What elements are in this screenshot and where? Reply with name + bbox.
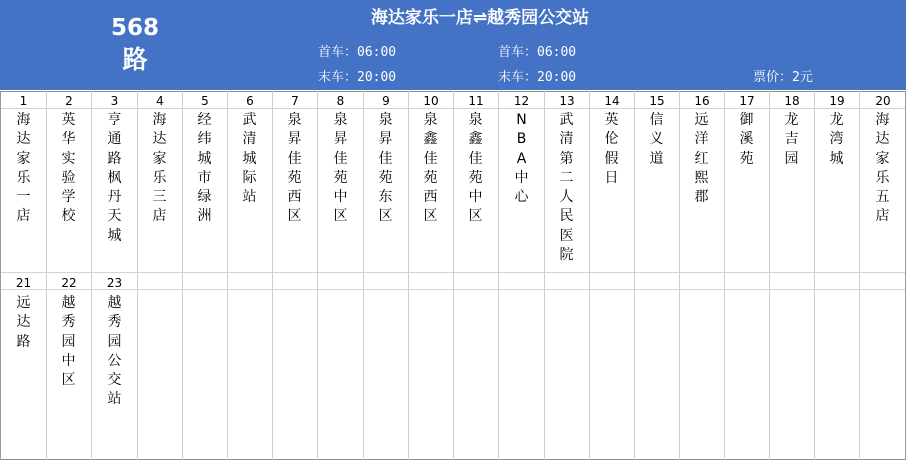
stop-name: 英伦假日 xyxy=(604,112,619,186)
stop-number: 15 xyxy=(649,94,665,108)
stop-number: 10 xyxy=(423,94,439,108)
first-bus-time-outbound: 首车：06:00 xyxy=(318,45,397,60)
column-divider xyxy=(859,91,860,460)
stop-name: 泉昇佳苑西区 xyxy=(287,112,302,225)
stop-number: 6 xyxy=(246,94,254,108)
stop-number: 13 xyxy=(559,94,575,108)
stop-name: 经纬城市绿洲 xyxy=(197,112,212,225)
stop-name: 信义道 xyxy=(649,112,664,167)
stop-name: 武清城际站 xyxy=(242,112,257,206)
stop-name: 御溪苑 xyxy=(739,112,754,167)
stop-name: 龙湾城 xyxy=(829,112,844,167)
stop-name: 远达路 xyxy=(16,295,31,350)
stop-name: 泉鑫佳苑中区 xyxy=(468,112,483,225)
stop-number: 11 xyxy=(468,94,484,108)
column-divider xyxy=(814,91,815,460)
stop-number: 12 xyxy=(513,94,530,108)
stop-name: 龙吉园 xyxy=(784,112,799,167)
stop-name: 越秀园公交站 xyxy=(107,295,122,408)
stop-number: 20 xyxy=(875,94,891,108)
column-divider xyxy=(182,91,183,460)
stop-number: 2 xyxy=(65,94,73,108)
column-divider xyxy=(589,91,590,460)
stop-number: 18 xyxy=(784,94,800,108)
stop-number: 3 xyxy=(110,94,119,108)
column-divider xyxy=(769,91,770,460)
stop-name: 泉鑫佳苑西区 xyxy=(423,112,438,225)
stop-number: 8 xyxy=(336,94,345,108)
column-divider xyxy=(453,91,454,460)
column-divider xyxy=(227,91,228,460)
first-bus-time-return: 首车：06:00 xyxy=(498,45,577,60)
stop-number: 23 xyxy=(106,276,123,290)
column-divider xyxy=(408,91,409,460)
stop-number: 7 xyxy=(291,94,299,108)
column-divider xyxy=(679,91,680,460)
stop-number: 22 xyxy=(61,276,77,290)
stop-number: 4 xyxy=(156,94,164,108)
route-header xyxy=(0,0,906,90)
stop-name: 远洋红熙郡 xyxy=(694,112,709,206)
column-divider xyxy=(634,91,635,460)
column-divider xyxy=(498,91,499,460)
stop-name: 武清第二人民医院 xyxy=(559,112,574,264)
stop-name: 英华实验学校 xyxy=(61,112,76,225)
stop-number: 19 xyxy=(829,94,845,108)
stop-number: 21 xyxy=(15,276,32,290)
stop-number: 9 xyxy=(382,94,390,108)
route-suffix: 路 xyxy=(122,45,148,74)
stop-name: 海达家乐五店 xyxy=(875,112,890,225)
column-divider xyxy=(724,91,725,460)
stop-number: 16 xyxy=(694,94,710,108)
stop-name: 海达家乐三店 xyxy=(152,112,167,225)
stop-name: 海达家乐一店 xyxy=(16,112,31,225)
column-divider xyxy=(363,91,364,460)
last-bus-time-outbound: 末车：20:00 xyxy=(318,70,397,85)
stop-number: 17 xyxy=(739,94,755,108)
stop-name: 越秀园中区 xyxy=(61,295,76,389)
column-divider xyxy=(137,91,138,460)
route-number: 568 xyxy=(110,15,159,41)
stop-table xyxy=(0,91,906,460)
fare-label: 票价：2元 xyxy=(753,70,813,85)
route-title: 海达家乐一店⇌越秀园公交站 xyxy=(370,8,590,28)
stop-name: 泉昇佳苑中区 xyxy=(333,112,348,225)
last-bus-time-return: 末车：20:00 xyxy=(498,70,577,85)
stop-name: 泉昇佳苑东区 xyxy=(378,112,393,225)
stop-number: 14 xyxy=(604,94,620,108)
stop-name: 亨通路枫丹天城 xyxy=(107,112,122,244)
stop-number: 1 xyxy=(19,94,28,108)
stop-number: 5 xyxy=(201,94,209,108)
column-divider xyxy=(544,91,545,460)
column-divider xyxy=(317,91,318,460)
stop-name: NBA中心 xyxy=(514,112,529,206)
column-divider xyxy=(272,91,273,460)
